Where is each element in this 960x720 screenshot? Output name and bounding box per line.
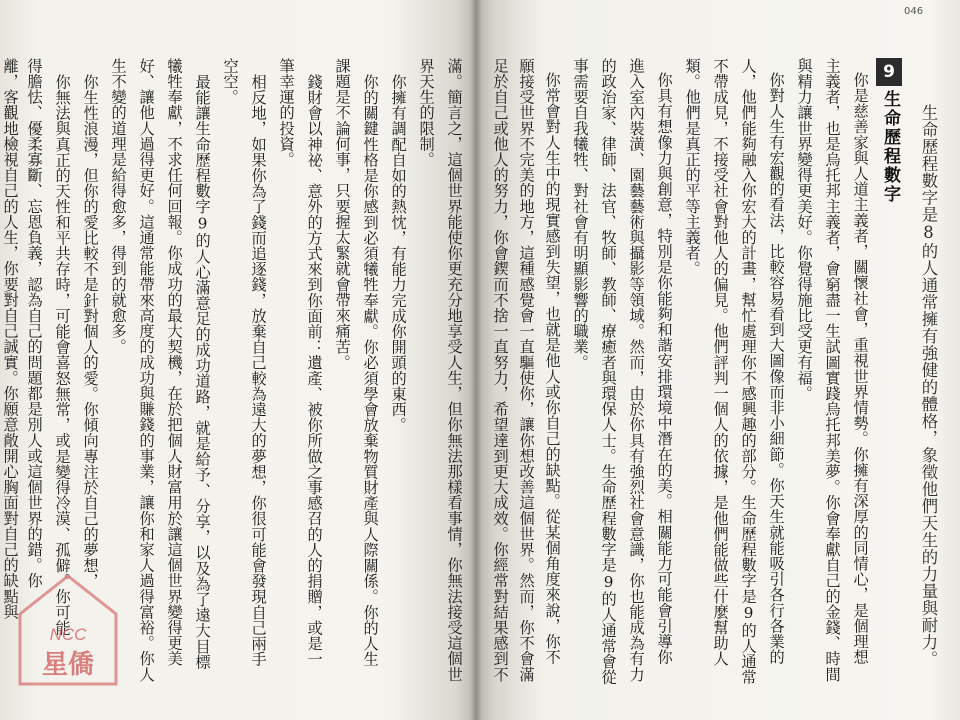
right-column-10: 進入室內裝潢、園藝藝術與攝影等領域。然而，由於你具有強烈社會意識，你也能成為有力 [627, 58, 646, 682]
right-column-9: 你具有想像力與創意，特別是你能夠和諧安排環境中潛在的美。相關能力可能會引導你 [655, 72, 674, 665]
left-page [0, 0, 476, 720]
left-column-14: 你生性浪漫，但你的愛比較不是針對個人的愛。你傾向專注於自己的夢想， [81, 74, 100, 589]
right-column-12: 事需要自我犧牲、對社會有明顯影響的職業。 [571, 58, 590, 370]
right-column-4: 與精力讓世界變得更美好。你覺得施比受更有福。 [795, 58, 814, 402]
left-column-16: 得膽怯、優柔寡斷、忘恩負義，認為自己的問題都是別人或這個世界的錯。你 [25, 58, 44, 589]
right-column-5: 你對人生有宏觀的看法，比較容易看到大圖像而非小細節。你天生就能吸引各行各業的 [767, 72, 786, 665]
right-column-2: 你是慈善家與人道主義者，關懷社會，重視世界情勢。你擁有深厚的同情心，是個理想 [851, 72, 870, 665]
left-column-7: 筆幸運的投資。 [277, 58, 296, 168]
chapter-title: 生命歷程數字 [880, 90, 900, 204]
left-column-1: 滿。簡言之，這個世界能使你更充分地享受人生，但你無法那樣看事情，你無法接受這個世 [445, 58, 464, 682]
chapter-intro-line: 生命歷程數字是8的人通常擁有強健的體格，象徵他們天生的力量與耐力。 [919, 104, 938, 668]
right-column-8: 類。他們是真正的平等主義者。 [683, 58, 702, 277]
left-column-9: 空空。 [221, 58, 240, 105]
left-column-15: 你無法與真正的天性和平共存時，可能會喜怒無常，或是變得冷漠、孤僻。你可能 [53, 74, 72, 636]
right-column-11: 的政治家、律師、法官、牧師、教師、療癒者與環保人士。生命歷程數字是9的人通常會從 [599, 58, 618, 685]
left-column-6: 錢財會以神祕、意外的方式來到你面前：遺產、被你所做之事感召的人的捐贈，或是一 [305, 74, 324, 667]
ncc-watermark-stamp [14, 570, 122, 690]
chapter-heading [876, 58, 904, 204]
left-column-12: 好、讓他人過得更好。這通常能帶來高度的成功與賺錢的事業，讓你和家人過得富裕。你人 [137, 58, 156, 682]
left-column-10: 最能讓生命歷程數字9的人心滿意足的成功道路，就是給予、分享，以及為了遠大目標 [193, 74, 212, 670]
left-column-8: 相反地，如果你為了錢而追逐錢，放棄自己較為遠大的夢想，你很可能會發現自己兩手 [249, 74, 268, 667]
right-column-14: 願接受世界不完美的地方，這種感覺會一直驅使你，讓你想改善這個世界。然而，你不會滿 [517, 58, 536, 682]
left-column-5: 課題是不論何事，只要握太緊就會帶來痛苦。 [333, 58, 352, 370]
left-column-13: 生不變的道理是給得愈多，得到的就愈多。 [109, 58, 128, 355]
book-spine [470, 0, 482, 720]
left-column-4: 你的關鍵性格是你感到必須犧牲奉獻。你必須學會放棄物質財產與人際關係。你的人生 [361, 74, 380, 667]
watermark-logo-text: NCC [49, 625, 87, 644]
watermark-name-text: 星僑 [41, 650, 95, 680]
left-column-11: 犧牲奉獻，不求任何回報。你成功的最大契機，在於把個人財富用於讓這個世界變得更美 [165, 58, 184, 667]
right-column-3: 主義者，也是烏托邦主義者，會窮盡一生試圖實踐烏托邦美夢。你會奉獻自己的金錢、時間 [823, 58, 842, 682]
right-column-13: 你常會對人生中的現實感到失望，也就是他人或你自己的缺點。從某個角度來說，你不 [543, 72, 562, 665]
page-number: 046 [904, 6, 924, 17]
right-column-15: 足於自己或他人的努力，你會鍥而不捨一直努力，希望達到更大成效。你經常對結果感到不 [491, 58, 510, 682]
left-column-3: 你擁有調配自如的熱忱，有能力完成你開頭的東西。 [389, 74, 408, 433]
chapter-number-badge: 9 [876, 58, 902, 86]
right-column-6: 人，他們能夠融入你宏大的計畫，幫忙處理你不感興趣的部分。生命歷程數字是9的人通常 [739, 58, 758, 685]
left-column-17: 離，客觀地檢視自己的人生，你要對自己誠實。你願意敞開心胸面對自己的缺點與 [1, 58, 20, 620]
left-column-2: 界天生的限制。 [417, 58, 436, 168]
right-column-7: 不帶成見，不接受社會對他人的偏見。他們評判一個人的依據，是他們能做些什麼幫助人 [711, 58, 730, 667]
